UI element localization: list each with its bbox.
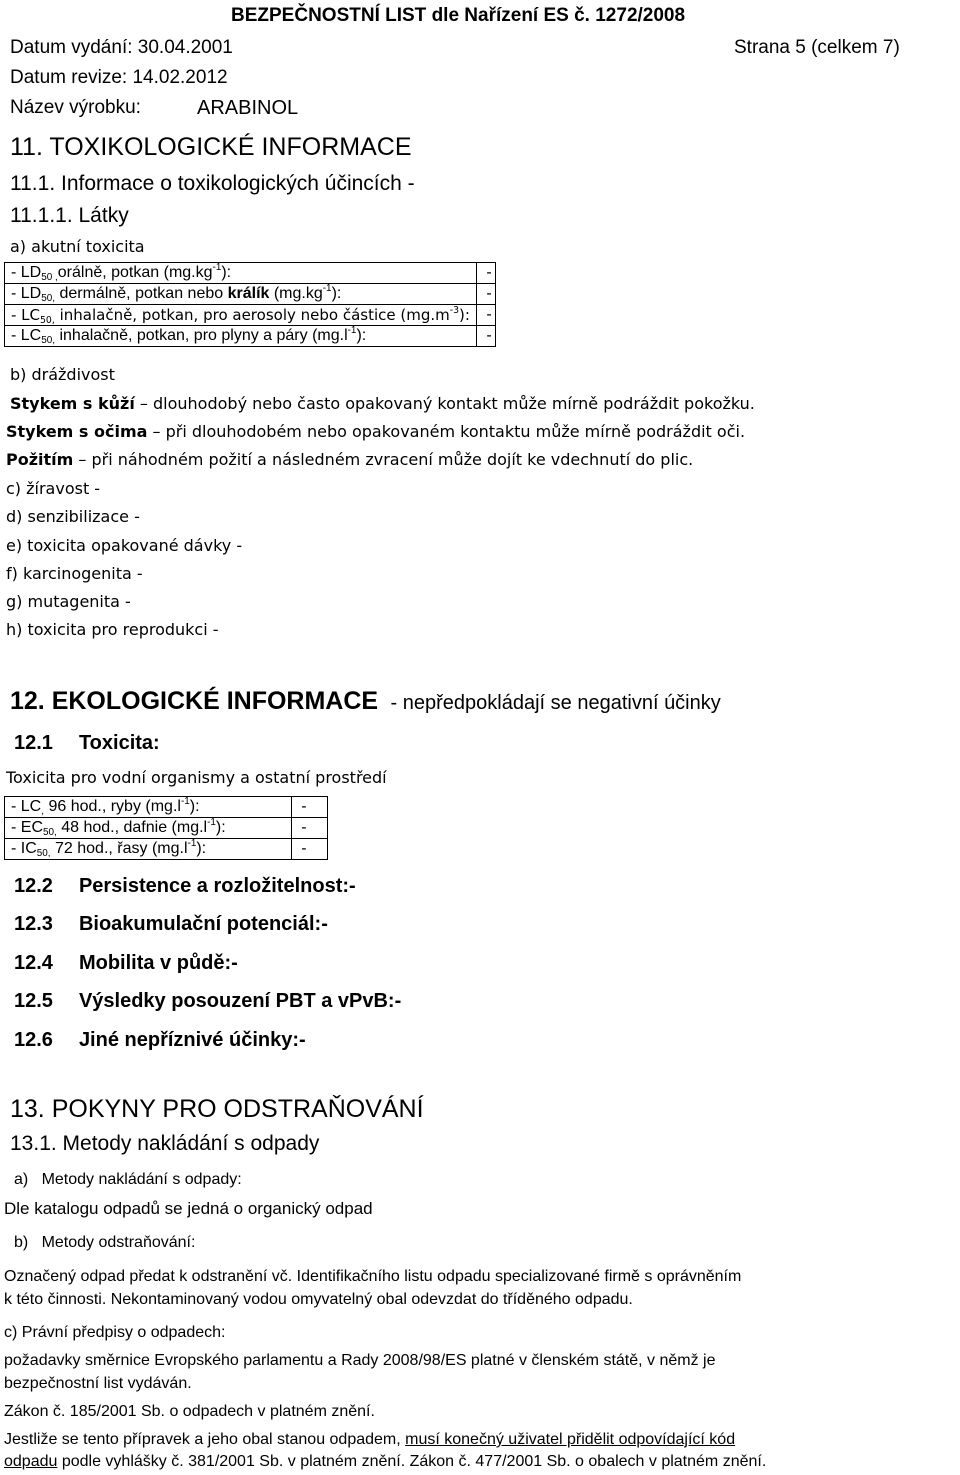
waste-legislation-label: c) Právní předpisy o odpadech:: [4, 1324, 226, 1341]
waste-law: Zákon č. 185/2001 Sb. o odpadech v platném znění.: [4, 1403, 375, 1420]
table-cell: - $LC_{50,}$ inhalačně, potkan, pro plyny a páry $(mg.l^{-1})$:: [5, 326, 477, 347]
section-12-6-title: 12.6 Jiné nepříznivé účinky:-: [14, 1029, 306, 1051]
irritation-label: b) dráždivost: [10, 365, 115, 384]
table-cell: - $LC_,$ 96 hod., ryby $(mg.l^{-1})$:: [5, 797, 292, 818]
table-cell: - $EC_{50,}$ 48 hod., dafnie $(mg.l^{-1})$:: [5, 818, 292, 839]
legislation-line-2: bezpečnostní list vydáván.: [4, 1375, 192, 1392]
table-cell: - $LD_{50,}$ dermálně, potkan nebo králík $(mg.kg^{-1})$:: [5, 284, 477, 305]
document-title: BEZPEČNOSTNÍ LIST dle Nařízení ES č. 1272/2008: [231, 5, 686, 26]
disposal-text-line-1: Označený odpad předat k odstranění vč. Identifikačního listu odpadu specializované firmě s oprávněním: [4, 1268, 742, 1285]
table-cell: - $LD_{50 ,}orá\ln ě$, potkan $(mg.kg^{-1})$:: [5, 263, 477, 284]
issue-date: Datum vydání: 30.04.2001: [10, 37, 233, 58]
table-cell-value: -: [292, 818, 328, 839]
sensitization: d) senzibilizace -: [6, 507, 140, 526]
table-row: [5, 305, 496, 326]
table-cell-value: -: [292, 797, 328, 818]
section-12-heading: 12. EKOLOGICKÉ INFORMACE: [10, 687, 379, 715]
eye-contact: [6, 422, 745, 441]
product-label: Název výrobku:: [10, 97, 141, 118]
ingestion-text: – při náhodném požití a následném zvracení může dojít ke vdechnutí do plic.: [78, 450, 694, 469]
carcinogenicity: f) karcinogenita -: [6, 564, 143, 583]
ingestion-label: Požitím: [6, 450, 74, 469]
section-12-2-title: 12.2 Persistence a rozložitelnost:-: [14, 875, 356, 897]
section-11-title: 11. TOXIKOLOGICKÉ INFORMACE: [10, 133, 412, 161]
disposal-text-line-2: k této činnosti. Nekontaminovaný vodou omyvatelný obal odevzdat do tříděného odpadu.: [4, 1291, 633, 1308]
repeated-dose-toxicity: e) toxicita opakované dávky -: [6, 536, 243, 555]
table-cell-value: -: [477, 263, 496, 284]
table-row: [5, 818, 328, 839]
table-row: [5, 326, 496, 347]
section-13-title: 13. POKYNY PRO ODSTRAŇOVÁNÍ: [10, 1095, 424, 1123]
table-row: [5, 797, 328, 818]
corrosivity: c) žíravost -: [6, 479, 101, 498]
ingestion: [6, 450, 693, 469]
table-row: [5, 263, 496, 284]
acute-toxicity-label: a) akutní toxicita: [10, 237, 145, 256]
table-cell-value: -: [477, 305, 496, 326]
section-11-1-title: 11.1. Informace o toxikologických účincích -: [10, 172, 415, 195]
aquatic-toxicity-label: Toxicita pro vodní organismy a ostatní prostředí: [6, 768, 387, 787]
final-note-underlined: musí konečný uživatel přidělit odpovídající kód: [405, 1431, 736, 1448]
revision-date: Datum revize: 14.02.2012: [10, 67, 228, 88]
section-12-1-label: Toxicita:: [78, 732, 160, 754]
section-12-5-title: 12.5 Výsledky posouzení PBT a vPvB:-: [14, 990, 402, 1012]
final-note-line-1: Jestliže se tento přípravek a jeho obal stanou odpadem, musí konečný uživatel přidělit odpovídající kód: [4, 1431, 736, 1448]
section-12-1-number: 12.1: [14, 732, 53, 754]
table-row: [5, 839, 328, 860]
waste-methods-text: Dle katalogu odpadů se jedná o organický odpad: [4, 1199, 373, 1218]
section-12-title: [10, 687, 721, 716]
product-name: ARABINOL: [197, 97, 299, 119]
section-13-1-title: 13.1. Metody nakládání s odpady: [10, 1132, 320, 1155]
section-12-note: - nepředpokládají se negativní účinky: [390, 692, 721, 714]
final-note-underlined-2: odpadu: [4, 1453, 58, 1470]
skin-contact-label: Stykem s kůží: [10, 394, 135, 413]
section-12-4-title: 12.4 Mobilita v půdě:-: [14, 952, 238, 974]
table-row: [5, 284, 496, 305]
table-cell: - $IC_{50,}$ 72 hod., řasy $(mg.l^{-1})$:: [5, 839, 292, 860]
skin-contact-text: – dlouhodobý nebo často opakovaný kontakt může mírně podráždit pokožku.: [139, 394, 755, 413]
mutagenicity: g) mutagenita -: [6, 592, 131, 611]
table-cell-value: -: [477, 326, 496, 347]
table-cell-value: -: [292, 839, 328, 860]
eye-contact-text: – při dlouhodobém nebo opakovaném kontaktu může mírně podráždit oči.: [152, 422, 746, 441]
waste-methods-label: a) Metody nakládání s odpady:: [14, 1171, 242, 1188]
skin-contact: [10, 394, 755, 413]
table-cell-value: -: [477, 284, 496, 305]
reproductive-toxicity: h) toxicita pro reprodukci -: [6, 620, 219, 639]
eco-toxicity-table: [4, 796, 328, 860]
final-note-line-2: odpadu podle vyhlášky č. 381/2001 Sb. v platném znění. Zákon č. 477/2001 Sb. o obalech v platném znění.: [4, 1453, 767, 1470]
eye-contact-label: Stykem s očima: [6, 422, 148, 441]
section-11-1-1-title: 11.1.1. Látky: [10, 204, 129, 227]
acute-toxicity-table: [4, 262, 496, 347]
section-12-1-title: [14, 732, 160, 755]
disposal-methods-label: b) Metody odstraňování:: [14, 1234, 196, 1251]
legislation-line-1: požadavky směrnice Evropského parlamentu a Rady 2008/98/ES platné v členském státě, v němž je: [4, 1352, 716, 1369]
section-12-3-title: 12.3 Bioakumulační potenciál:-: [14, 913, 328, 935]
table-cell: - $LC_{50,}$ inhalačně, potkan, pro aerosoly nebo částice $(mg.m^{-3})$:: [5, 305, 477, 326]
page-info: Strana 5 (celkem 7): [734, 37, 900, 58]
